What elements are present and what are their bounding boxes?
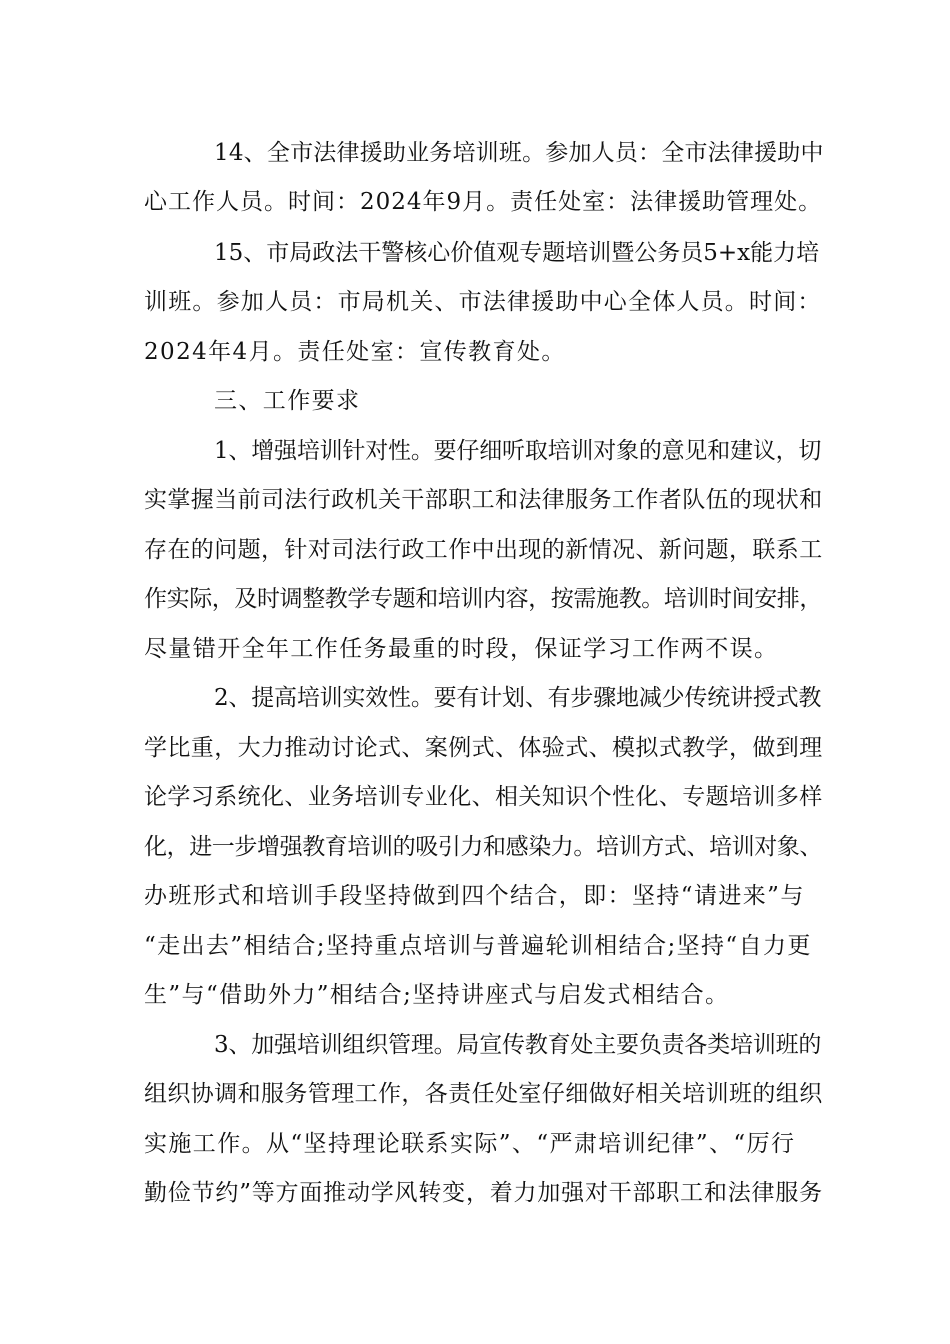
requirement-1-line-1: 1、增强培训针对性。要仔细听取培训对象的意见和建议，切: [214, 438, 822, 464]
item-15-line-1: 15、市局政法干警核心价值观专题培训暨公务员5+x能力培: [214, 240, 820, 266]
item-15-line-2: 训班。参加人员：市局机关、市法律援助中心全体人员。时间：: [144, 289, 822, 315]
requirement-2-line-3: 论学习系统化、业务培训专业化、相关知识个性化、专题培训多样: [144, 784, 823, 810]
requirement-2-line-5: 办班形式和培训手段坚持做到四个结合，即：坚持“请进来”与: [144, 883, 805, 909]
item-14-line-1: 14、全市法律援助业务培训班。参加人员：全市法律援助中: [214, 140, 824, 166]
requirement-2-line-6: “走出去”相结合;坚持重点培训与普遍轮训相结合;坚持“自力更: [144, 933, 812, 959]
requirement-1-line-2: 实掌握当前司法行政机关干部职工和法律服务工作者队伍的现状和: [144, 487, 823, 513]
requirement-1-line-4: 作实际，及时调整教学专题和培训内容，按需施教。培训时间安排，: [144, 586, 823, 612]
requirement-3-line-1: 3、加强培训组织管理。局宣传教育处主要负责各类培训班的: [214, 1032, 822, 1058]
item-14-line-2: 心工作人员。时间：2024年9月。责任处室：法律援助管理处。: [144, 189, 823, 215]
requirement-3-line-2: 组织协调和服务管理工作，各责任处室仔细做好相关培训班的组织: [144, 1081, 823, 1107]
requirement-2-line-7: 生”与“借助外力”相结合;坚持讲座式与启发式相结合。: [144, 982, 730, 1008]
requirement-1-line-3: 存在的问题，针对司法行政工作中出现的新情况、新问题，联系工: [144, 537, 823, 563]
requirement-1-line-5: 尽量错开全年工作任务最重的时段，保证学习工作两不误。: [144, 636, 779, 662]
requirement-3-line-4: 勤俭节约”等方面推动学风转变，着力加强对干部职工和法律服务: [144, 1180, 823, 1206]
requirement-2-line-4: 化，进一步增强教育培训的吸引力和感染力。培训方式、培训对象、: [144, 834, 823, 860]
requirement-2-line-1: 2、提高培训实效性。要有计划、有步骤地减少传统讲授式教: [214, 685, 822, 711]
requirement-2-line-2: 学比重，大力推动讨论式、案例式、体验式、模拟式教学，做到理: [144, 735, 823, 761]
item-15-line-3: 2024年4月。责任处室：宣传教育处。: [144, 339, 566, 365]
section-heading: 三、工作要求: [214, 388, 361, 414]
requirement-3-line-3: 实施工作。从“坚持理论联系实际”、“严肃培训纪律”、“厉行: [144, 1131, 796, 1157]
